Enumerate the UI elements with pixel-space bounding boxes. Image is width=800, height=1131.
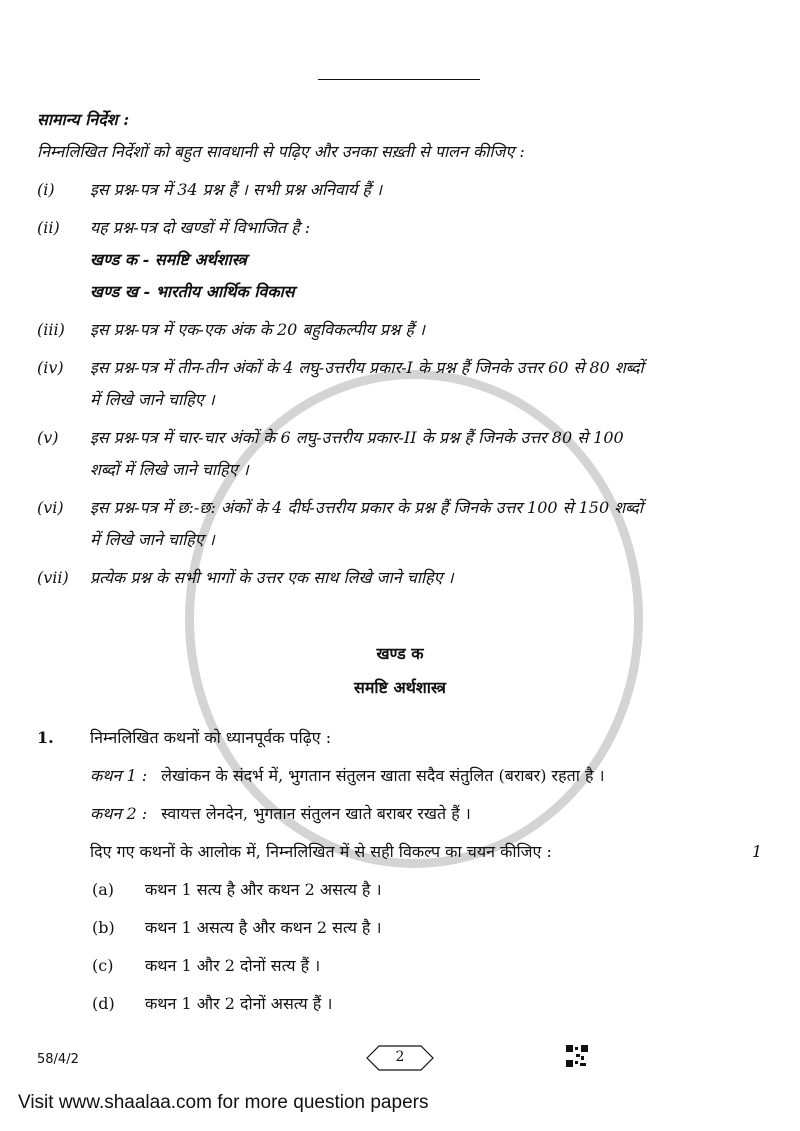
question-instruction: दिए गए कथनों के आलोक में, निम्नलिखित में से सही विकल्प का चयन कीजिए : [90,842,552,861]
option-label: (a) [92,880,115,899]
option-text: कथन 1 सत्य है और कथन 2 असत्य है । [145,880,382,899]
question-number: 1. [37,728,54,747]
statement-2-label: कथन 2 : [90,804,148,823]
option-a [90,874,762,906]
option-text: कथन 1 और 2 दोनों असत्य हैं । [145,994,333,1013]
item-number: (i) [37,180,55,199]
instruction-item [37,352,762,416]
statement-1-text: लेखांकन के संदर्भ में, भुगतान संतुलन खाता सदैव संतुलित (बराबर) रहता है । [161,766,605,785]
top-rule [318,79,480,80]
option-d [90,988,762,1020]
instruction-item [37,314,762,346]
item-number: (v) [37,428,59,447]
item-line: इस प्रश्न-पत्र में 34 प्रश्न हैं । सभी प्रश्न अनिवार्य हैं । [90,180,383,199]
instructions-intro: निम्नलिखित निर्देशों को बहुत सावधानी से पढ़िए और उनका सख़्ती से पालन कीजिए : [37,142,525,161]
item-line: प्रत्येक प्रश्न के सभी भागों के उत्तर एक साथ लिखे जाने चाहिए । [90,568,454,587]
item-line: इस प्रश्न-पत्र में चार-चार अंकों के 6 लघु-उत्तरीय प्रकार-II के प्रश्न हैं जिनके उत्तर 80 से 100 [90,428,624,447]
item-number: (vii) [37,568,69,587]
item-line: में लिखे जाने चाहिए । [90,390,215,409]
item-number: (iii) [37,320,65,339]
option-text: कथन 1 असत्य है और कथन 2 सत्य है । [145,918,382,937]
option-c [90,950,762,982]
paper-code: 58/4/2 [37,1052,79,1067]
option-label: (c) [92,956,114,975]
item-line: इस प्रश्न-पत्र में एक-एक अंक के 20 बहुविकल्पीय प्रश्न हैं । [90,320,425,339]
qr-code-icon [566,1045,588,1067]
option-b [90,912,762,944]
question-1 [37,722,762,1032]
item-line: में लिखे जाने चाहिए । [90,530,215,549]
item-line: खण्ड क - समष्टि अर्थशास्त्र [90,250,247,269]
instruction-item [37,492,762,556]
item-line: इस प्रश्न-पत्र में छ:-छ: अंकों के 4 दीर्घ-उत्तरीय प्रकार के प्रश्न हैं जिनके उत्तर 100 से 150 शब्दों [90,498,644,517]
item-number: (ii) [37,218,60,237]
instruction-item [37,212,762,308]
statement-1 [90,760,762,792]
footer-visit-link[interactable]: Visit www.shaalaa.com for more question papers [18,1092,429,1113]
item-line: शब्दों में लिखे जाने चाहिए । [90,460,249,479]
question-instruction-row [90,836,762,868]
page-number: 2 [395,1049,405,1065]
option-label: (d) [92,994,115,1013]
statement-1-label: कथन 1 : [90,766,148,785]
question-marks: 1 [751,842,762,861]
statement-2 [90,798,762,830]
option-text: कथन 1 और 2 दोनों सत्य हैं । [145,956,321,975]
section-subtitle: समष्टि अर्थशास्त्र [354,678,446,697]
instruction-item [37,422,762,486]
instruction-item [37,174,762,206]
item-number: (vi) [37,498,64,517]
instructions-heading: सामान्य निर्देश : [37,110,130,129]
item-line: इस प्रश्न-पत्र में तीन-तीन अंकों के 4 लघु-उत्तरीय प्रकार-I के प्रश्न हैं जिनके उत्तर 60 से 80 शब्दों [90,358,644,377]
item-line: खण्ड ख - भारतीय आर्थिक विकास [90,282,295,301]
statement-2-text: स्वायत्त लेनदेन, भुगतान संतुलन खाते बराबर रखते हैं । [161,804,471,823]
item-line: यह प्रश्न-पत्र दो खण्डों में विभाजित है : [90,218,311,237]
section-title: खण्ड क [376,644,424,663]
instruction-item [37,562,762,594]
question-prompt: निम्नलिखित कथनों को ध्यानपूर्वक पढ़िए : [90,728,332,747]
item-number: (iv) [37,358,64,377]
option-label: (b) [92,918,115,937]
general-instructions [37,104,762,600]
